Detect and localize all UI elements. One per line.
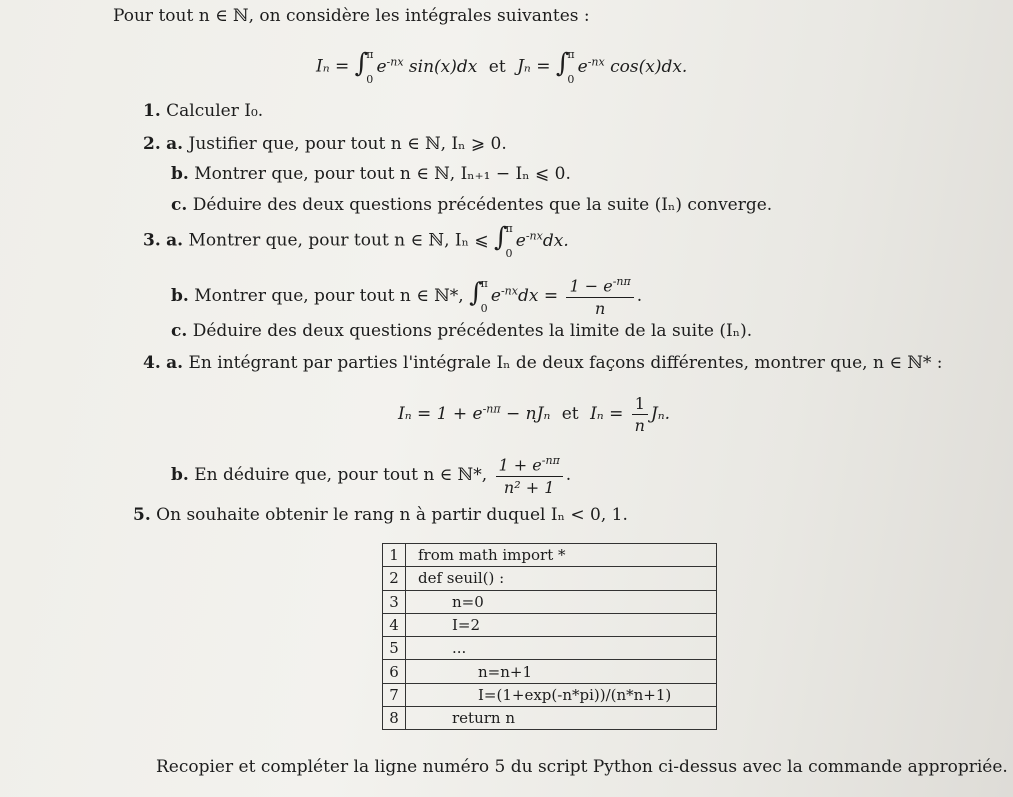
q5-text: On souhaite obtenir le rang n à partir duquel Iₙ < 0, 1. — [156, 505, 628, 525]
line-number: 6 — [383, 660, 406, 683]
integral-sign-icon: ∫ — [555, 48, 570, 79]
code-row — [383, 613, 717, 636]
q5-label: 5. — [133, 505, 151, 525]
question-2a — [143, 134, 507, 154]
lower-bound: 0 — [567, 73, 575, 86]
instruction-text: Recopier et compléter la ligne numéro 5 du script Python ci-dessus avec la commande appropriée. — [156, 757, 1008, 777]
q4-formula-right-lhs: Iₙ = — [590, 404, 624, 425]
line-number: 1 — [383, 544, 406, 567]
q2c-label: c. — [171, 195, 188, 215]
connector-et: et — [488, 56, 506, 77]
q4b-label: b. — [171, 464, 189, 485]
q2c-text: Déduire des deux questions précédentes que la suite (Iₙ) converge. — [192, 195, 773, 215]
In-integrand: $e^{-nx}$ sin(x)dx — [376, 54, 478, 77]
q2-label: 2. — [143, 134, 161, 154]
q1-text: Calculer I₀. — [166, 101, 264, 121]
upper-bound: π — [567, 48, 575, 61]
code-row — [383, 590, 717, 613]
q3b-fraction — [566, 275, 633, 318]
integral-sign-icon: ∫ — [354, 48, 369, 79]
code-row — [383, 544, 717, 567]
q4-label: 4. — [143, 353, 161, 373]
fraction-numerator: 1 — [632, 394, 648, 415]
Jn-lhs: Jₙ = — [517, 56, 551, 77]
question-2b — [171, 164, 571, 184]
code-line: ... — [452, 639, 467, 658]
line-number: 5 — [383, 637, 406, 660]
lower-bound: 0 — [366, 73, 374, 86]
q4-formula-connector: et — [561, 404, 579, 425]
integral-sign-icon: ∫ — [469, 277, 483, 308]
question-3a — [143, 222, 569, 260]
code-row — [383, 707, 717, 730]
code-line: def seuil() : — [418, 569, 505, 588]
q2b-text: Montrer que, pour tout n ∈ ℕ, Iₙ₊₁ − Iₙ ⩽ 0. — [194, 164, 571, 184]
code-row — [383, 637, 717, 660]
q3a-label: a. — [166, 230, 184, 251]
upper-bound: π — [505, 222, 513, 235]
question-4b — [171, 454, 571, 497]
line-number: 2 — [383, 567, 406, 590]
q4-formula-right-end: Jₙ. — [650, 404, 671, 425]
fraction-denominator: n — [634, 416, 645, 436]
question-2c — [171, 195, 772, 215]
q3c-text: Déduire des deux questions précédentes la limite de la suite (Iₙ). — [192, 321, 753, 341]
fraction-denominator: n — [594, 298, 606, 318]
q3b-text: Montrer que, pour tout n ∈ ℕ*, — [194, 285, 464, 306]
Jn-integrand: $e^{-nx}$ cos(x)dx. — [577, 54, 688, 77]
fraction-numerator: $1 + e^{-n\pi}$ — [496, 454, 563, 477]
line-number: 4 — [383, 613, 406, 636]
q4b-end: . — [565, 464, 572, 485]
code-line: return n — [452, 709, 515, 728]
code-line: I=2 — [452, 616, 481, 635]
code-line: from math import * — [418, 546, 566, 565]
code-row — [383, 683, 717, 706]
question-3c — [171, 321, 752, 341]
upper-bound: π — [366, 48, 374, 61]
q3b-end: . — [636, 285, 643, 306]
q3a-integrand: $e^{-nx}dx$. — [515, 228, 569, 251]
q4b-text: En déduire que, pour tout n ∈ ℕ*, — [194, 464, 488, 485]
fraction-numerator: $1 - e^{-n\pi}$ — [566, 275, 633, 298]
lower-bound: 0 — [505, 247, 513, 260]
q4b-fraction — [496, 454, 563, 497]
q3c-label: c. — [171, 321, 188, 341]
q4-formula-left: $I_n = 1 + e^{-n\pi} - nJ_n$ — [398, 402, 551, 425]
q2b-label: b. — [171, 164, 189, 184]
q4a-text: En intégrant par parties l'intégrale Iₙ de deux façons différentes, montrer que, n ∈ ℕ* : — [188, 353, 943, 373]
line-number: 7 — [383, 683, 406, 706]
q3a-text: Montrer que, pour tout n ∈ ℕ, Iₙ ⩽ — [188, 230, 489, 251]
q4-formula — [398, 394, 670, 435]
python-code-table — [382, 543, 717, 730]
definition-formula — [316, 48, 687, 86]
In-lhs: Iₙ = — [316, 56, 350, 77]
integral-sign-icon: ∫ — [494, 222, 508, 253]
code-line: I=(1+exp(-n*pi))/(n*n+1) — [478, 685, 672, 704]
q3b-label: b. — [171, 285, 189, 306]
fraction-denominator: n² + 1 — [503, 477, 555, 497]
q3-label: 3. — [143, 230, 161, 251]
line-number: 8 — [383, 707, 406, 730]
line-number: 3 — [383, 590, 406, 613]
code-line: n=n+1 — [478, 662, 533, 681]
upper-bound: π — [480, 277, 488, 291]
intro-text: Pour tout n ∈ ℕ, on considère les intégrales suivantes : — [113, 6, 590, 26]
question-4a — [143, 353, 943, 373]
q2a-text: Justifier que, pour tout n ∈ ℕ, Iₙ ⩾ 0. — [188, 134, 507, 154]
q4-fraction — [632, 394, 648, 435]
question-1 — [143, 101, 263, 121]
q1-label: 1. — [143, 101, 161, 121]
q2a-label: a. — [166, 134, 184, 154]
q4a-label: a. — [166, 353, 184, 373]
q3b-integrand: $e^{-nx}dx$ = — [490, 284, 559, 306]
code-line: n=0 — [452, 592, 484, 611]
code-row — [383, 567, 717, 590]
code-row — [383, 660, 717, 683]
lower-bound: 0 — [480, 302, 488, 316]
question-5 — [133, 505, 628, 525]
question-3b — [171, 275, 642, 318]
